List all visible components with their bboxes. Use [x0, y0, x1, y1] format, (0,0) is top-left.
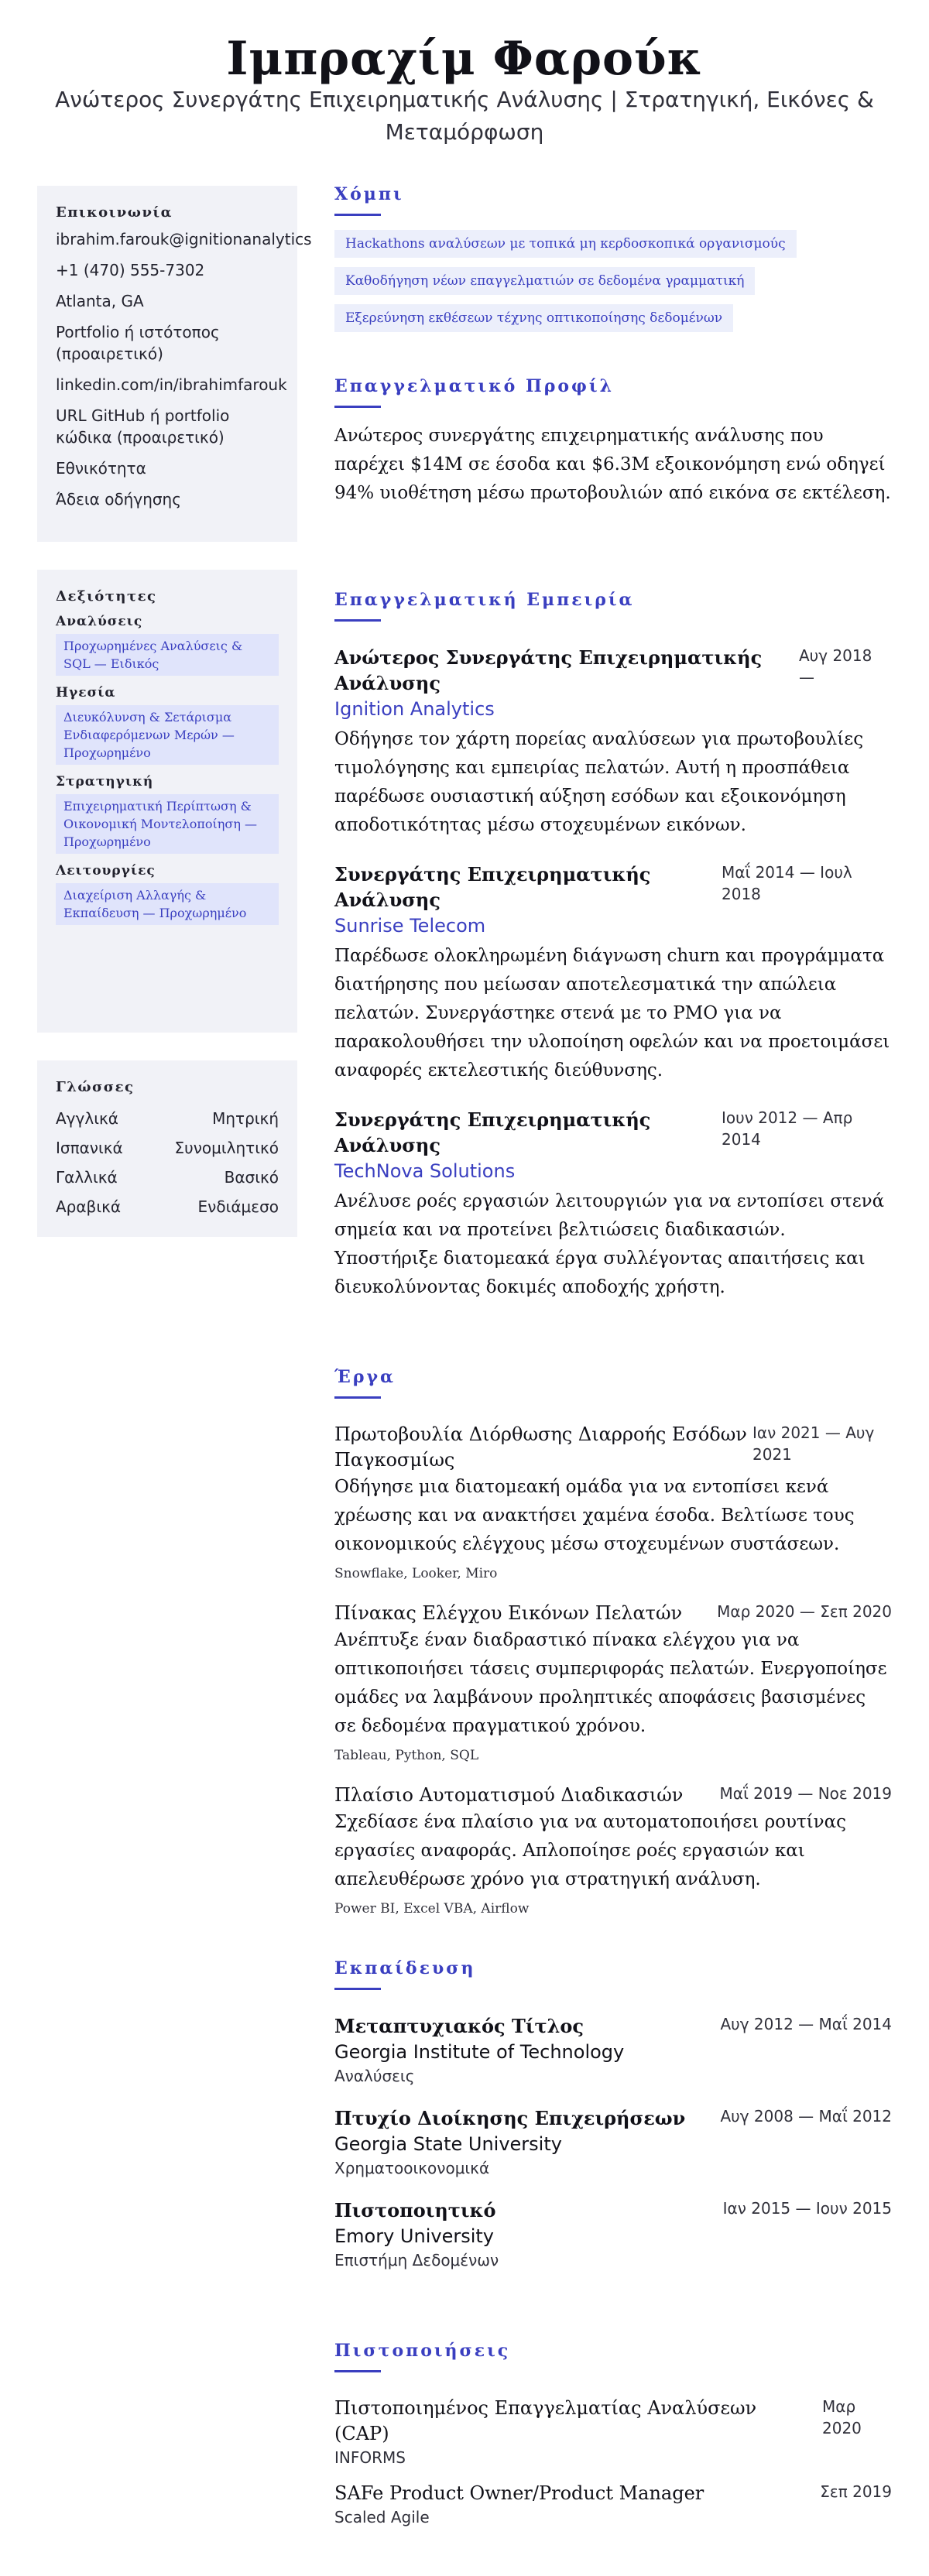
education-entry: [334, 2197, 892, 2271]
skill-category: Λειτουργίες: [56, 863, 156, 879]
language-level: Μητρική: [212, 1109, 279, 1128]
language-level: Ενδιάμεσο: [197, 1197, 279, 1216]
education-date: Ιαν 2015 — Ιουν 2015: [722, 2199, 892, 2218]
skills-card: [37, 570, 297, 1033]
job-company: Sunrise Telecom: [334, 915, 486, 937]
skill-chip: Διευκόλυνση & Σετάρισμα Ενδιαφερόμενων Μερών — Προχωρημένο: [56, 705, 279, 765]
skill-category: Αναλύσεις: [56, 614, 143, 629]
education-title: Εκπαίδευση: [334, 1958, 476, 1978]
experience-title: Επαγγελματική Εμπειρία: [334, 590, 635, 610]
projects-title: Έργα: [334, 1367, 396, 1387]
certification-name: SAFe Product Owner/Product Manager: [334, 2482, 704, 2504]
hobby-chip: Καθοδήγηση νέων επαγγελματιών σε δεδομένα γραμματική: [334, 267, 755, 295]
certifications-section: [334, 2341, 892, 2528]
job-date: Μαΐ 2014 — Ιουλ 2018: [722, 863, 852, 903]
contact-title: Επικοινωνία: [56, 204, 173, 221]
language-row: [56, 1196, 279, 1218]
education-field: Επιστήμη Δεδομένων: [334, 2251, 499, 2269]
contact-github[interactable]: URL GitHub ή portfolio κώδικα (προαιρετικό): [56, 406, 230, 447]
skill-category: Στρατηγική: [56, 774, 154, 790]
education-field: Αναλύσεις: [334, 2067, 415, 2085]
education-date: Αυγ 2012 — Μαΐ 2014: [720, 2015, 892, 2033]
project-date: Μαρ 2020 — Σεπ 2020: [717, 1602, 892, 1621]
education-school: Georgia State University: [334, 2133, 562, 2155]
education-date: Αυγ 2008 — Μαΐ 2012: [720, 2107, 892, 2126]
certification-issuer: Scaled Agile: [334, 2508, 430, 2526]
job-date: Αυγ 2018 —: [799, 646, 872, 687]
languages-title: Γλώσσες: [56, 1079, 135, 1095]
language-row: [56, 1108, 279, 1129]
project-name: Πλαίσιο Αυτοματισμού Διαδικασιών: [334, 1784, 684, 1806]
profile-title: Επαγγελματικό Προφίλ: [334, 376, 615, 396]
certification-entry: [334, 2481, 892, 2528]
hobbies-title: Χόμπι: [334, 184, 404, 204]
language-name: Ισπανικά: [56, 1139, 123, 1157]
education-degree: Μεταπτυχιακός Τίτλος: [334, 2015, 584, 2037]
profile-text: Ανώτερος συνεργάτης επιχειρηματικής ανάλυσης που παρέχει $14M σε έσοδα και $6.3M εξοικονόμηση ενώ οδηγεί 94% υιοθέτηση μέσω πρωτοβουλιών από εικόνα σε εκτέλεση.: [334, 426, 891, 503]
project-name: Πρωτοβουλία Διόρθωσης Διαρροής Εσόδων Παγκοσμίως: [334, 1423, 747, 1471]
education-degree: Πιστοποιητικό: [334, 2199, 496, 2221]
language-level: Βασικό: [224, 1168, 279, 1187]
education-field: Χρηματοοικονομικά: [334, 2159, 490, 2177]
project-date: Ιαν 2021 — Αυγ 2021: [752, 1423, 875, 1464]
project-description: Ανέπτυξε έναν διαδραστικό πίνακα ελέγχου για να οπτικοποιήσει τάσεις συμπεριφοράς πελατών. Ενεργοποίησε ομάδες να λαμβάνουν προληπτικές αποφάσεις βασισμένες σε δεδομένα πραγματικού χρόνου.: [334, 1630, 887, 1736]
experience-section: [334, 590, 892, 1302]
certification-entry: [334, 2396, 892, 2468]
job-role: Συνεργάτης Επιχειρηματικής Ανάλυσης: [334, 863, 651, 911]
project-tech: Snowflake, Looker, Miro: [334, 1566, 498, 1581]
hobby-list: [334, 230, 892, 332]
certification-name: Πιστοποιημένος Επαγγελματίας Αναλύσεων (CAP): [334, 2397, 757, 2444]
language-name: Γαλλικά: [56, 1168, 118, 1187]
language-name: Αραβικά: [56, 1197, 122, 1216]
job-company: Ignition Analytics: [334, 698, 495, 720]
projects-section: [334, 1367, 892, 1919]
skill-chip: Διαχείριση Αλλαγής & Εκπαίδευση — Προχωρημένο: [56, 883, 279, 925]
section-rule: [334, 2370, 381, 2372]
profile-section: [334, 376, 892, 508]
job-description: Οδήγησε τον χάρτη πορείας αναλύσεων για πρωτοβουλίες τιμολόγησης και εμπειρίας πελατών. Αυτή η προσπάθεια παρέδωσε ουσιαστική αύξηση εσόδων και εξοικονόμηση αποδοτικότητας μέσω στοχευμένων εικόνων.: [334, 729, 864, 835]
job-date: Ιουν 2012 — Απρ 2014: [722, 1108, 853, 1149]
section-rule: [334, 214, 381, 216]
education-entry: [334, 2013, 892, 2087]
language-level: Συνομιλητικό: [174, 1139, 279, 1157]
skills-title: Δεξιότητες: [56, 588, 157, 605]
project-description: Σχεδίασε ένα πλαίσιο για να αυτοματοποιήσει ρουτίνας εργασίες αναφοράς. Απλοποίησε ροές εργασιών και απελευθέρωσε χρόνο για στρατηγική ανάλυση.: [334, 1812, 847, 1889]
project-date: Μαΐ 2019 — Νοε 2019: [719, 1784, 892, 1803]
candidate-subtitle: Ανώτερος Συνεργάτης Επιχειρηματικής Ανάλυσης | Στρατηγική, Εικόνες & Μεταμόρφωση: [55, 87, 874, 145]
education-school: Emory University: [334, 2225, 494, 2247]
candidate-name: Ιμπραχίμ Φαρούκ: [226, 32, 703, 86]
certification-date: Σεπ 2019: [820, 2482, 892, 2501]
certification-issuer: INFORMS: [334, 2448, 406, 2467]
skill-category: Ηγεσία: [56, 685, 116, 701]
experience-entry: [334, 862, 892, 1085]
job-description: Παρέδωσε ολοκληρωμένη διάγνωση churn και προγράμματα διατήρησης που μείωσαν αποτελεσματικά την απώλεια πελατών. Συνεργάστηκε στενά με το PMO για να παρακολουθήσει την υλοποίηση οφελών και να προετοιμάσει αναφορές εκτελεστικής διεύθυνσης.: [334, 946, 890, 1081]
certifications-title: Πιστοποιήσεις: [334, 2341, 511, 2361]
contact-phone[interactable]: +1 (470) 555-7302: [56, 261, 205, 279]
contact-email[interactable]: ibrahim.farouk@ignitionanalytics: [56, 230, 312, 248]
project-tech: Power BI, Excel VBA, Airflow: [334, 1901, 530, 1917]
education-entry: [334, 2105, 892, 2179]
skill-chip: Προχωρημένες Αναλύσεις & SQL — Ειδικός: [56, 634, 279, 676]
skill-chip: Επιχειρηματική Περίπτωση & Οικονομική Μοντελοποίηση — Προχωρημένο: [56, 794, 279, 854]
job-role: Ανώτερος Συνεργάτης Επιχειρηματικής Ανάλυσης: [334, 646, 763, 694]
project-entry: [334, 1601, 892, 1766]
education-section: [334, 1958, 892, 2271]
contact-linkedin[interactable]: linkedin.com/in/ibrahimfarouk: [56, 375, 287, 394]
section-rule: [334, 406, 381, 408]
project-name: Πίνακας Ελέγχου Εικόνων Πελατών: [334, 1602, 683, 1624]
project-entry: [334, 1422, 892, 1584]
experience-entry: [334, 1107, 892, 1302]
section-rule: [334, 1396, 381, 1399]
hobbies-section: [334, 184, 892, 332]
hobby-chip: Εξερεύνηση εκθέσεων τέχνης οπτικοποίησης δεδομένων: [334, 304, 733, 332]
section-rule: [334, 619, 381, 622]
section-rule: [334, 1988, 381, 1990]
project-description: Οδήγησε μια διατομεακή ομάδα για να εντοπίσει κενά χρέωσης και να ανακτήσει χαμένα έσοδα. Βελτίωσε τους οικονομικούς ελέγχους μέσω στοχευμένων συστάσεων.: [334, 1477, 855, 1554]
job-description: Ανέλυσε ροές εργασιών λειτουργιών για να εντοπίσει στενά σημεία και να προτείνει βελτιώσεις διαδικασιών. Υποστήριξε διατομεακά έργα συλλέγοντας απαιτήσεις και διευκολύνοντας δοκιμές αποδοχής χρήστη.: [334, 1191, 885, 1297]
certification-date: Μαρ 2020: [822, 2397, 862, 2437]
job-company: TechNova Solutions: [334, 1160, 516, 1182]
language-row: [56, 1166, 279, 1188]
contact-license: Άδεια οδήγησης: [56, 490, 181, 509]
languages-card: [37, 1060, 297, 1237]
project-tech: Tableau, Python, SQL: [334, 1748, 479, 1763]
contact-card: [37, 186, 312, 542]
education-degree: Πτυχίο Διοίκησης Επιχειρήσεων: [334, 2107, 686, 2129]
contact-portfolio[interactable]: Portfolio ή ιστότοπος (προαιρετικό): [56, 323, 220, 363]
contact-location: Atlanta, GA: [56, 292, 144, 310]
language-row: [56, 1137, 279, 1159]
job-role: Συνεργάτης Επιχειρηματικής Ανάλυσης: [334, 1108, 651, 1156]
language-name: Αγγλικά: [56, 1109, 118, 1128]
hobby-chip: Hackathons αναλύσεων με τοπικά μη κερδοσκοπικά οργανισμούς: [334, 230, 797, 258]
experience-entry: [334, 645, 892, 840]
education-school: Georgia Institute of Technology: [334, 2041, 625, 2063]
contact-nationality: Εθνικότητα: [56, 459, 146, 478]
project-entry: [334, 1783, 892, 1919]
